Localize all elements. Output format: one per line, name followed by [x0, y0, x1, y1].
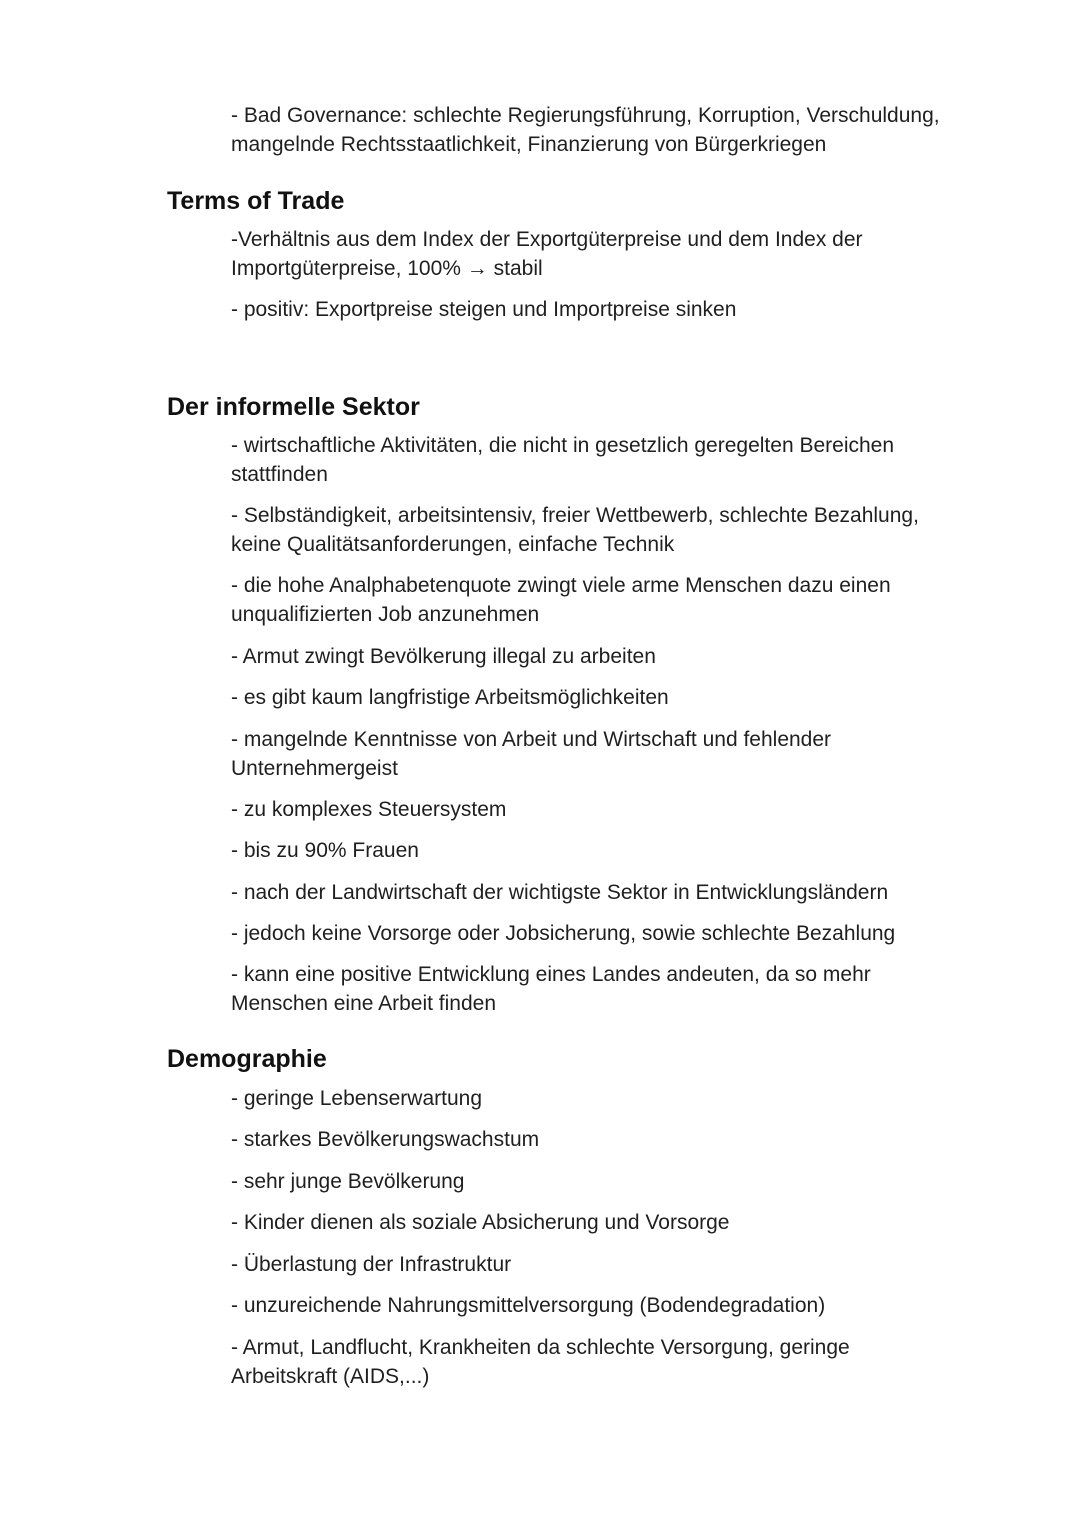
bullet-sektor-definition: - wirtschaftliche Aktivitäten, die nicht in gesetzlich geregelten Bereichen stattfinden	[231, 434, 895, 486]
bullet-sektor-merkmale: - Selbständigkeit, arbeitsintensiv, freier Wettbewerb, schlechte Bezahlung, keine Qualitätsanforderungen, einfache Technik	[231, 504, 919, 556]
bullet-demo-jung: - sehr junge Bevölkerung	[231, 1170, 465, 1193]
bullet-tot-verhaeltnis: -Verhältnis aus dem Index der Exportgüterpreise und dem Index der Importgüterpreise, 100% → stabil	[231, 228, 863, 280]
bullet-demo-nahrung: - unzureichende Nahrungsmittelversorgung (Bodendegradation)	[231, 1294, 826, 1317]
bullet-sektor-analphabeten: - die hohe Analphabetenquote zwingt viele arme Menschen dazu einen unqualifizierten Job anzunehmen	[231, 574, 891, 626]
heading-informeller-sektor: Der informelle Sektor	[167, 393, 420, 421]
bullet-sektor-steuersystem: - zu komplexes Steuersystem	[231, 798, 507, 821]
bullet-demo-armut: - Armut, Landflucht, Krankheiten da schlechte Versorgung, geringe Arbeitskraft (AIDS,...)	[231, 1336, 850, 1388]
bullet-demo-infrastruktur: - Überlastung der Infrastruktur	[231, 1253, 512, 1276]
bullet-sektor-armut: - Armut zwingt Bevölkerung illegal zu arbeiten	[231, 645, 656, 668]
heading-demographie: Demographie	[167, 1045, 327, 1073]
heading-terms-of-trade: Terms of Trade	[167, 187, 345, 215]
bullet-sektor-kenntnisse: - mangelnde Kenntnisse von Arbeit und Wirtschaft und fehlender Unternehmergeist	[231, 728, 832, 780]
bullet-sektor-frauen: - bis zu 90% Frauen	[231, 839, 419, 862]
bullet-bad-governance: - Bad Governance: schlechte Regierungsführung, Korruption, Verschuldung, mangelnde Rechtsstaatlichkeit, Finanzierung von Bürgerkriegen	[231, 104, 940, 156]
bullet-demo-kinder: - Kinder dienen als soziale Absicherung und Vorsorge	[231, 1211, 730, 1234]
bullet-demo-lebenserwartung: - geringe Lebenserwartung	[231, 1087, 482, 1110]
bullet-sektor-entwicklung: - kann eine positive Entwicklung eines Landes andeuten, da so mehr Menschen eine Arbeit finden	[231, 963, 871, 1015]
bullet-sektor-arbeitsmoeglichkeiten: - es gibt kaum langfristige Arbeitsmöglichkeiten	[231, 686, 669, 709]
bullet-sektor-vorsorge: - jedoch keine Vorsorge oder Jobsicherung, sowie schlechte Bezahlung	[231, 922, 896, 945]
bullet-sektor-landwirtschaft: - nach der Landwirtschaft der wichtigste Sektor in Entwicklungsländern	[231, 881, 889, 904]
bullet-demo-wachstum: - starkes Bevölkerungswachstum	[231, 1128, 540, 1151]
bullet-tot-positiv: - positiv: Exportpreise steigen und Importpreise sinken	[231, 298, 737, 321]
